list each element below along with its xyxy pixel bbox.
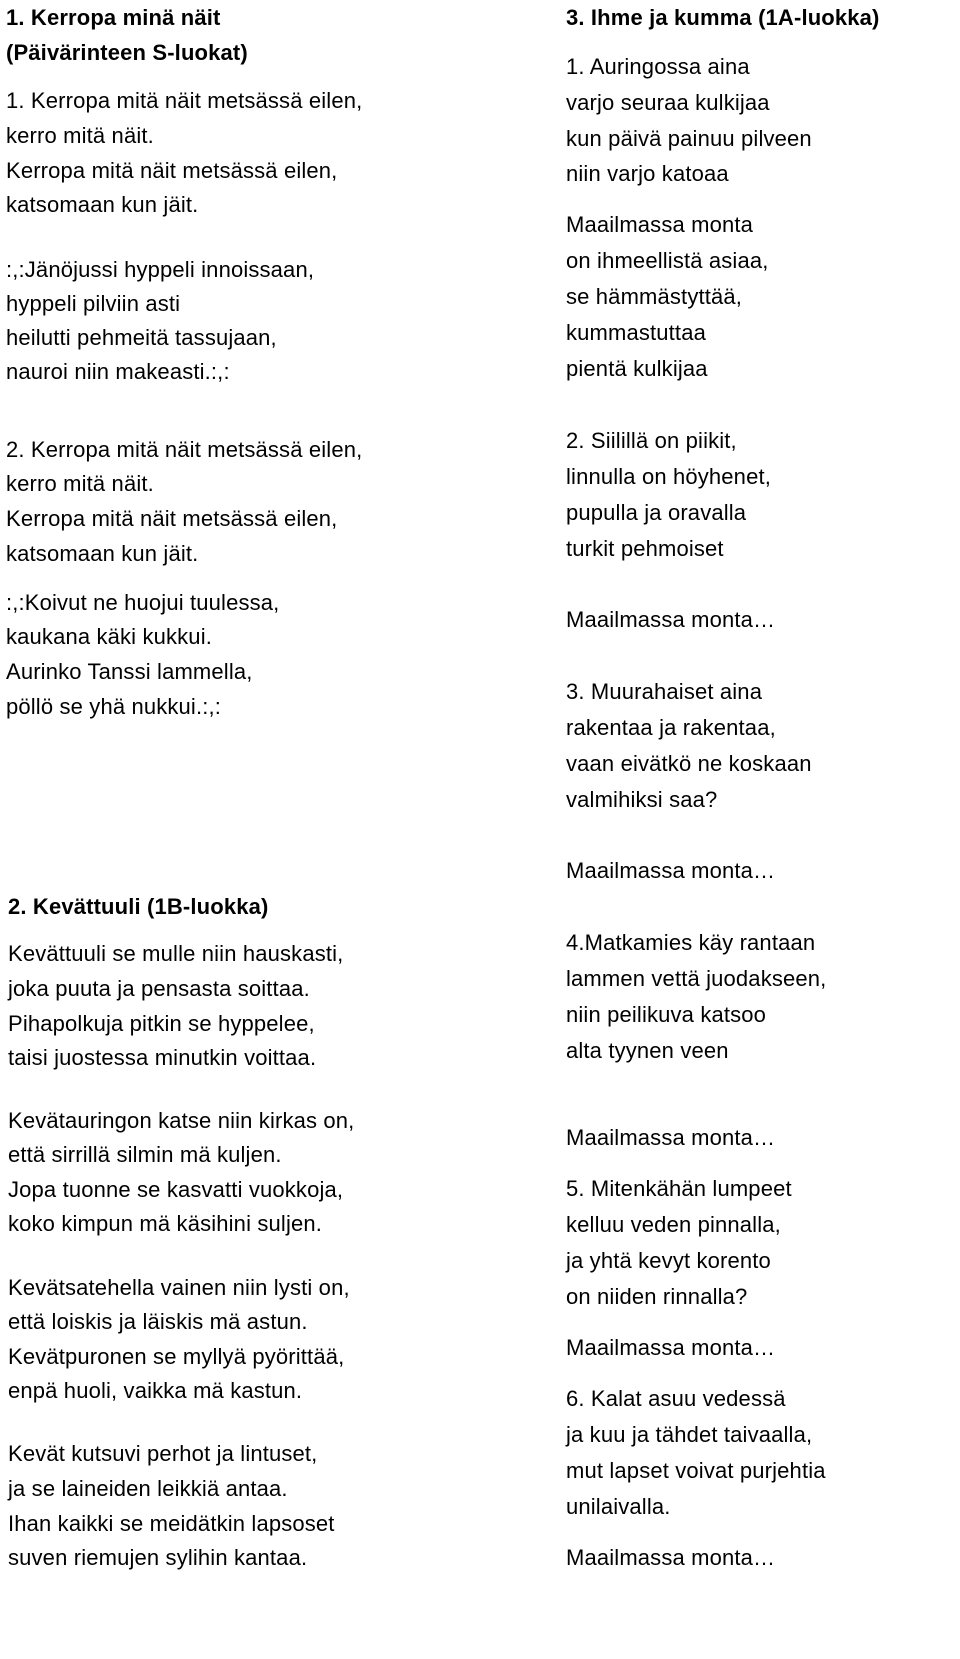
song1-r2-line1: :,:Koivut ne huojui tuulessa, [6, 590, 280, 615]
song2-s1-line2: joka puuta ja pensasta soittaa. [8, 976, 310, 1001]
song2-s2-line2: että sirrillä silmin mä kuljen. [8, 1142, 282, 1167]
song3-v3-line2: rakentaa ja rakentaa, [566, 715, 776, 740]
song1-v2-line3: Kerropa mitä näit metsässä eilen, [6, 506, 338, 531]
song2-s4-line3: Ihan kaikki se meidätkin lapsoset [8, 1511, 335, 1536]
song2-s2-line3: Jopa tuonne se kasvatti vuokkoja, [8, 1177, 344, 1202]
song3-v6-line2: ja kuu ja tähdet taivaalla, [566, 1422, 813, 1447]
song3-chorus-ref-4: Maailmassa monta… [566, 1125, 776, 1150]
song3-v3-line4: valmihiksi saa? [566, 787, 718, 812]
song2-s2-line1: Kevätauringon katse niin kirkas on, [8, 1108, 355, 1133]
song3-chorus-line4: kummastuttaa [566, 320, 706, 345]
song1-r1-line3: heilutti pehmeitä tassujaan, [6, 325, 277, 350]
song3-v5-line4: on niiden rinnalla? [566, 1284, 748, 1309]
song3-v1-line3: kun päivä painuu pilveen [566, 126, 812, 151]
song3-v2-line1: 2. Siilillä on piikit, [566, 428, 737, 453]
song3-chorus-line5: pientä kulkijaa [566, 356, 708, 381]
song3-v3-line1: 3. Muurahaiset aina [566, 679, 763, 704]
song3-v2-line4: turkit pehmoiset [566, 536, 724, 561]
song1-v2-line1: 2. Kerropa mitä näit metsässä eilen, [6, 437, 363, 462]
song2-s3-line3: Kevätpuronen se myllyä pyörittää, [8, 1344, 345, 1369]
song2-s2-line4: koko kimpun mä käsihini suljen. [8, 1211, 323, 1236]
song2-s4-line4: suven riemujen sylihin kantaa. [8, 1545, 308, 1570]
song1-v1-line4: katsomaan kun jäit. [6, 192, 199, 217]
song2-s3-line4: enpä huoli, vaikka mä kastun. [8, 1378, 303, 1403]
song3-v4-line4: alta tyynen veen [566, 1038, 729, 1063]
song2-s1-line4: taisi juostessa minutkin voittaa. [8, 1045, 317, 1070]
song3-chorus-line2: on ihmeellistä asiaa, [566, 248, 769, 273]
song3-v1-line4: niin varjo katoaa [566, 161, 729, 186]
song3-chorus-ref-6: Maailmassa monta… [566, 1545, 776, 1570]
song3-v1-line1: 1. Auringossa aina [566, 54, 750, 79]
song3-v5-line1: 5. Mitenkähän lumpeet [566, 1176, 792, 1201]
song1-v2-line4: katsomaan kun jäit. [6, 541, 199, 566]
song3-v4-line2: lammen vettä juodakseen, [566, 966, 827, 991]
song3-v6-line4: unilaivalla. [566, 1494, 671, 1519]
song3-v5-line3: ja yhtä kevyt korento [566, 1248, 771, 1273]
song1-r2-line3: Aurinko Tanssi lammella, [6, 659, 253, 684]
song3-chorus-ref-2: Maailmassa monta… [566, 607, 776, 632]
song3-chorus-line3: se hämmästyttää, [566, 284, 743, 309]
song3-v2-line3: pupulla ja oravalla [566, 500, 747, 525]
song1-v1-line2: kerro mitä näit. [6, 123, 154, 148]
song1-v2-line2: kerro mitä näit. [6, 471, 154, 496]
song2-title: 2. Kevättuuli (1B-luokka) [8, 894, 269, 919]
song3-v4-line3: niin peilikuva katsoo [566, 1002, 767, 1027]
song3-v1-line2: varjo seuraa kulkijaa [566, 90, 770, 115]
song3-v4-line1: 4.Matkamies käy rantaan [566, 930, 816, 955]
song3-v6-line3: mut lapset voivat purjehtia [566, 1458, 826, 1483]
song3-title: 3. Ihme ja kumma (1A-luokka) [566, 5, 880, 30]
song1-r1-line4: nauroi niin makeasti.:,: [6, 359, 230, 384]
song1-title: 1. Kerropa minä näit [6, 5, 221, 30]
song2-s4-line2: ja se laineiden leikkiä antaa. [8, 1476, 288, 1501]
song2-s3-line2: että loiskis ja läiskis mä astun. [8, 1309, 308, 1334]
song1-subtitle: (Päivärinteen S-luokat) [6, 40, 248, 65]
song2-s1-line1: Kevättuuli se mulle niin hauskasti, [8, 941, 344, 966]
song3-v6-line1: 6. Kalat asuu vedessä [566, 1386, 786, 1411]
song3-chorus-line1: Maailmassa monta [566, 212, 754, 237]
song2-s1-line3: Pihapolkuja pitkin se hyppelee, [8, 1011, 315, 1036]
song1-v1-line1: 1. Kerropa mitä näit metsässä eilen, [6, 88, 363, 113]
song3-chorus-ref-5: Maailmassa monta… [566, 1335, 776, 1360]
song3-v5-line2: kelluu veden pinnalla, [566, 1212, 781, 1237]
song1-r1-line1: :,:Jänöjussi hyppeli innoissaan, [6, 257, 315, 282]
song2-s3-line1: Kevätsatehella vainen niin lysti on, [8, 1275, 350, 1300]
song3-v2-line2: linnulla on höyhenet, [566, 464, 771, 489]
song1-v1-line3: Kerropa mitä näit metsässä eilen, [6, 158, 338, 183]
song1-r2-line4: pöllö se yhä nukkui.:,: [6, 694, 222, 719]
song2-s4-line1: Kevät kutsuvi perhot ja lintuset, [8, 1441, 318, 1466]
song1-r1-line2: hyppeli pilviin asti [6, 291, 181, 316]
song1-r2-line2: kaukana käki kukkui. [6, 624, 212, 649]
song3-v3-line3: vaan eivätkö ne koskaan [566, 751, 812, 776]
song3-chorus-ref-3: Maailmassa monta… [566, 858, 776, 883]
